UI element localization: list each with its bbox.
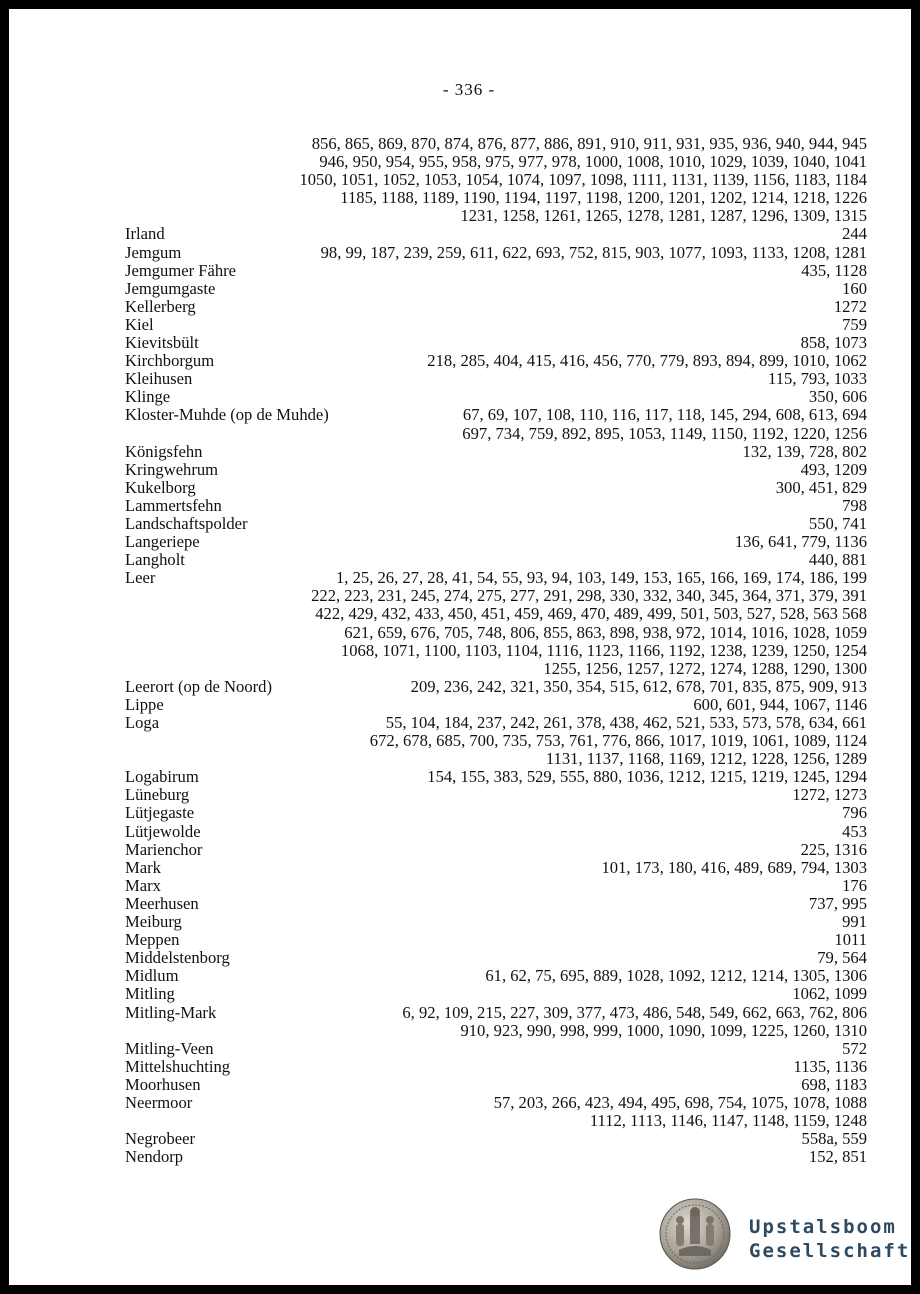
place-name: Mitling-Mark [125, 1002, 217, 1022]
index-line [125, 624, 867, 642]
index-line [125, 1148, 867, 1166]
page-references: 225, 1316 [800, 839, 867, 859]
index-line [125, 605, 867, 623]
place-name: Königsfehn [125, 441, 203, 461]
place-name: Marienchor [125, 839, 203, 859]
place-name: Meppen [125, 930, 180, 950]
place-name: Kleihusen [125, 369, 193, 389]
index-line [125, 352, 867, 370]
page-references: 1272, 1273 [792, 785, 867, 805]
place-name: Mittelshuchting [125, 1056, 231, 1076]
index-line [125, 515, 867, 533]
index-line [125, 1094, 867, 1112]
page-references: 1068, 1071, 1100, 1103, 1104, 1116, 1123, 1166, 1192, 1238, 1239, 1250, 1254 [340, 640, 867, 660]
index-line [125, 732, 867, 750]
index-line [125, 750, 867, 768]
page-references: 796 [842, 803, 867, 823]
page-references: 1231, 1258, 1261, 1265, 1278, 1281, 1287, 1296, 1309, 1315 [460, 206, 867, 226]
place-name: Marx [125, 875, 161, 895]
index-line [125, 533, 867, 551]
place-name: Loga [125, 713, 160, 732]
index-line [125, 189, 867, 207]
page-references: 115, 793, 1033 [768, 369, 867, 389]
place-name: Klinge [125, 387, 171, 407]
society-wordmark [749, 1215, 910, 1263]
index-line [125, 388, 867, 406]
page-references: 222, 223, 231, 245, 274, 275, 277, 291, 298, 330, 332, 340, 345, 364, 371, 379, 391 [311, 586, 867, 606]
place-name: Mitling-Veen [125, 1038, 214, 1058]
index-line [125, 298, 867, 316]
index-line [125, 913, 867, 931]
page-references: 621, 659, 676, 705, 748, 806, 855, 863, 898, 938, 972, 1014, 1016, 1028, 1059 [344, 622, 867, 642]
place-name: Lütjewolde [125, 821, 201, 841]
page-references: 152, 851 [808, 1147, 867, 1167]
page-references: 698, 1183 [801, 1074, 867, 1094]
place-name: Leer [125, 568, 156, 588]
index-line [125, 497, 867, 515]
wordmark-line-2: Gesellschaft [749, 1240, 911, 1262]
index-line [125, 1004, 867, 1022]
place-name: Middelstenborg [125, 948, 230, 968]
index-line [125, 642, 867, 660]
page-references: 1135, 1136 [793, 1056, 867, 1076]
page-references: 798 [842, 495, 867, 515]
page-references: 435, 1128 [801, 260, 867, 280]
page-references: 946, 950, 954, 955, 958, 975, 977, 978, 1000, 1008, 1010, 1029, 1039, 1040, 1041 [319, 152, 867, 172]
page-references: 453 [842, 821, 867, 841]
place-name: Lammertsfehn [125, 495, 222, 515]
index-line [125, 551, 867, 569]
page-references: 1, 25, 26, 27, 28, 41, 54, 55, 93, 94, 103, 149, 153, 165, 166, 169, 174, 186, 199 [336, 568, 867, 588]
page-references: 136, 641, 779, 1136 [734, 532, 867, 552]
page-references: 910, 923, 990, 998, 999, 1000, 1090, 1099, 1225, 1260, 1310 [460, 1020, 867, 1040]
page-references: 1272 [833, 296, 867, 316]
place-name: Kringwehrum [125, 459, 219, 479]
index-line [125, 207, 867, 225]
place-name: Nendorp [125, 1147, 184, 1167]
page-references: 672, 678, 685, 700, 735, 753, 761, 776, 866, 1017, 1019, 1061, 1089, 1124 [369, 731, 867, 751]
index-line [125, 877, 867, 895]
index-line [125, 1058, 867, 1076]
page-references: 160 [842, 278, 867, 298]
page-references: 422, 429, 432, 433, 450, 451, 459, 469, 470, 489, 499, 501, 503, 527, 528, 563 568 [315, 604, 867, 624]
index-line [125, 949, 867, 967]
wordmark-line-1: Upstalsboom [749, 1216, 897, 1238]
page-references: 1112, 1113, 1146, 1147, 1148, 1159, 1248 [589, 1111, 867, 1131]
place-name: Midlum [125, 966, 179, 986]
index-line [125, 225, 867, 243]
place-name: Meerhusen [125, 893, 199, 913]
page-references: 101, 173, 180, 416, 489, 689, 794, 1303 [601, 857, 867, 877]
page-references: 98, 99, 187, 239, 259, 611, 622, 693, 752, 815, 903, 1077, 1093, 1133, 1208, 1281 [320, 242, 867, 262]
place-name: Jemgumer Fähre [125, 260, 237, 280]
place-name: Neermoor [125, 1092, 193, 1112]
page-references: 209, 236, 242, 321, 350, 354, 515, 612, 678, 701, 835, 875, 909, 913 [410, 676, 867, 696]
page-references: 244 [842, 224, 867, 244]
place-index [125, 135, 867, 1166]
page-references: 1011 [834, 930, 867, 950]
place-name: Kellerberg [125, 296, 196, 316]
index-line [125, 696, 867, 714]
index-line [125, 967, 867, 985]
index-line [125, 895, 867, 913]
page-references: 1131, 1137, 1168, 1169, 1212, 1228, 1256, 1289 [545, 749, 867, 769]
place-name: Lippe [125, 694, 164, 714]
page-references: 154, 155, 383, 529, 555, 880, 1036, 1212, 1215, 1219, 1245, 1294 [427, 767, 867, 787]
page-references: 440, 881 [808, 550, 867, 570]
page-references: 600, 601, 944, 1067, 1146 [693, 694, 867, 714]
place-name: Kukelborg [125, 477, 196, 497]
page-references: 1062, 1099 [792, 984, 867, 1004]
index-line [125, 804, 867, 822]
place-name: Jemgumgaste [125, 278, 216, 298]
place-name: Irland [125, 224, 165, 244]
place-name: Langeriepe [125, 532, 200, 552]
index-line [125, 859, 867, 877]
place-name: Meiburg [125, 912, 182, 932]
page-references: 176 [842, 875, 867, 895]
index-line [125, 425, 867, 443]
page-references: 759 [842, 314, 867, 334]
index-line [125, 1112, 867, 1130]
place-name: Lütjegaste [125, 803, 195, 823]
place-name: Kloster-Muhde (op de Muhde) [125, 405, 329, 425]
index-line [125, 1040, 867, 1058]
index-line [125, 660, 867, 678]
place-name: Logabirum [125, 767, 199, 787]
index-line [125, 135, 867, 153]
page-references: 57, 203, 266, 423, 494, 495, 698, 754, 1075, 1078, 1088 [493, 1092, 867, 1112]
index-line [125, 461, 867, 479]
index-line [125, 714, 867, 732]
place-name: Leerort (op de Noord) [125, 676, 272, 696]
index-line [125, 171, 867, 189]
page-references: 67, 69, 107, 108, 110, 116, 117, 118, 145, 294, 608, 613, 694 [462, 405, 867, 425]
index-line [125, 262, 867, 280]
index-line [125, 1130, 867, 1148]
page-references: 218, 285, 404, 415, 416, 456, 770, 779, 893, 894, 899, 1010, 1062 [427, 351, 867, 371]
page-references: 737, 995 [808, 893, 867, 913]
index-line [125, 985, 867, 1003]
page-references: 1185, 1188, 1189, 1190, 1194, 1197, 1198, 1200, 1201, 1202, 1214, 1218, 1226 [340, 188, 867, 208]
index-line [125, 334, 867, 352]
place-name: Negrobeer [125, 1129, 196, 1149]
upstalsboom-seal-icon [659, 1198, 731, 1270]
place-name: Lüneburg [125, 785, 190, 805]
place-name: Mitling [125, 984, 175, 1004]
page-references: 493, 1209 [800, 459, 867, 479]
page-references: 858, 1073 [800, 333, 867, 353]
page-references: 79, 564 [817, 948, 867, 968]
index-line [125, 370, 867, 388]
index-line [125, 280, 867, 298]
page-references: 697, 734, 759, 892, 895, 1053, 1149, 1150, 1192, 1220, 1256 [462, 423, 867, 443]
page-references: 350, 606 [808, 387, 867, 407]
page-references: 6, 92, 109, 215, 227, 309, 377, 473, 486, 548, 549, 662, 663, 762, 806 [402, 1002, 867, 1022]
place-name: Kievitsbült [125, 333, 199, 353]
page-number: - 336 - [442, 80, 496, 99]
index-line [125, 479, 867, 497]
place-name: Kiel [125, 314, 154, 334]
place-name: Landschaftspolder [125, 513, 248, 533]
page-references: 1050, 1051, 1052, 1053, 1054, 1074, 1097, 1098, 1111, 1131, 1139, 1156, 1183, 1184 [299, 170, 867, 190]
page-references: 61, 62, 75, 695, 889, 1028, 1092, 1212, 1214, 1305, 1306 [485, 966, 867, 986]
place-name: Moorhusen [125, 1074, 201, 1094]
index-line [125, 678, 867, 696]
page-references: 132, 139, 728, 802 [742, 441, 867, 461]
index-line [125, 569, 867, 587]
place-name: Jemgum [125, 242, 182, 262]
page-references: 572 [842, 1038, 867, 1058]
index-line [125, 1022, 867, 1040]
index-line [125, 841, 867, 859]
index-line [125, 443, 867, 461]
index-line [125, 244, 867, 262]
page-references: 558a, 559 [801, 1129, 867, 1149]
index-line [125, 786, 867, 804]
place-name: Langholt [125, 550, 185, 570]
index-line [125, 316, 867, 334]
page-references: 550, 741 [808, 513, 867, 533]
page-references: 1255, 1256, 1257, 1272, 1274, 1288, 1290, 1300 [543, 658, 867, 678]
page-references: 856, 865, 869, 870, 874, 876, 877, 886, 891, 910, 911, 931, 935, 936, 940, 944, 945 [311, 134, 867, 153]
index-line [125, 931, 867, 949]
index-line [125, 768, 867, 786]
page-references: 300, 451, 829 [775, 477, 867, 497]
index-line [125, 823, 867, 841]
index-line [125, 1076, 867, 1094]
place-name: Mark [125, 857, 161, 877]
page-references: 55, 104, 184, 237, 242, 261, 378, 438, 462, 521, 533, 573, 578, 634, 661 [385, 713, 867, 732]
page-references: 991 [842, 912, 867, 932]
index-line [125, 406, 867, 424]
index-line [125, 153, 867, 171]
index-line [125, 587, 867, 605]
place-name: Kirchborgum [125, 351, 215, 371]
